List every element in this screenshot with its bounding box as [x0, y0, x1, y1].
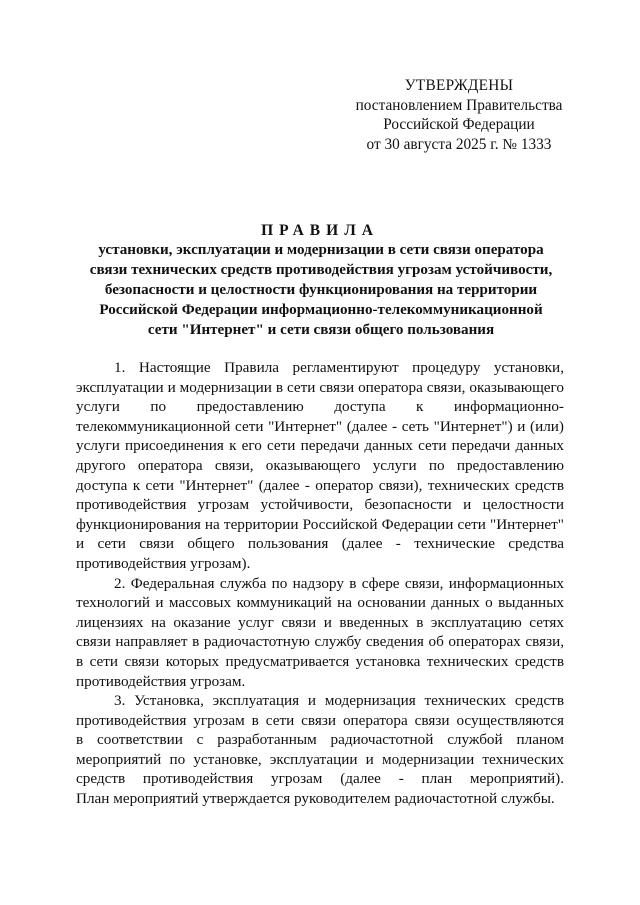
paragraph-line: в соответствии с разработанным радиочастотной службой планом	[76, 731, 564, 749]
approval-line-3: от 30 августа 2025 г. № 1333	[366, 135, 552, 153]
paragraph-3	[76, 691, 564, 809]
paragraph-line: противодействия угрозам в сети связи оператора связи осуществляются	[76, 711, 564, 729]
paragraph-line: эксплуатации и модернизации в сети связи оператора связи, оказывающего	[76, 378, 564, 396]
paragraph-line: связи направляет в радиочастотную службу сведения об операторах связи,	[76, 633, 564, 651]
paragraph-line: функционирования на территории Российской Федерации сети "Интернет"	[76, 515, 564, 533]
paragraph-line: технологий и массовых коммуникаций на основании данных о выданных	[76, 594, 564, 612]
paragraph-1	[76, 358, 564, 574]
approval-line-2: Российской Федерации	[383, 116, 535, 134]
paragraph-line: услуги по предоставлению доступа к информационно-	[76, 398, 564, 416]
paragraph-2	[76, 574, 564, 692]
subtitle-line: сети "Интернет" и сети связи общего пользования	[147, 322, 495, 338]
approval-heading: УТВЕРЖДЕНЫ	[404, 77, 514, 94]
approval-line-1: постановлением Правительства	[355, 96, 563, 114]
document-body	[76, 358, 564, 809]
paragraph-line: и сети связи общего пользования (далее - технические средства	[76, 535, 564, 553]
approval-block	[340, 76, 578, 154]
document-subtitle	[80, 240, 562, 340]
paragraph-line: противодействия угрозам.	[76, 672, 246, 690]
paragraph-line: другого оператора связи, оказывающего услуги по предоставлению	[76, 456, 564, 474]
paragraph-line: телекоммуникационной сети "Интернет" (далее - сеть "Интернет") и (или)	[76, 417, 564, 435]
subtitle-line: установки, эксплуатации и модернизации в сети связи оператора	[98, 242, 544, 258]
document-title: ПРАВИЛА	[261, 222, 379, 239]
subtitle-line: безопасности и целостности функционирования на территории	[104, 282, 538, 298]
subtitle-line: связи технических средств противодействия угрозам устойчивости,	[89, 262, 553, 278]
paragraph-line: 3. Установка, эксплуатация и модернизация технических средств	[114, 692, 564, 710]
paragraph-line: мероприятий по установке, эксплуатации и модернизации технических	[76, 750, 564, 768]
paragraph-line: 1. Настоящие Правила регламентируют процедуру установки,	[114, 359, 564, 376]
paragraph-line: противодействия угрозам).	[76, 554, 251, 572]
paragraph-line: в сети связи которых предусматривается установка технических средств	[76, 652, 564, 670]
paragraph-line: План мероприятий утверждается руководителем радиочастотной службы.	[76, 790, 555, 808]
paragraph-line: средств противодействия угрозам (далее - план мероприятий).	[76, 770, 564, 788]
paragraph-line: лицензиях на оказание услуг связи и введенных в эксплуатацию сетях	[76, 613, 564, 631]
paragraph-line: услуги присоединения к его сети передачи данных сети передачи данных	[76, 437, 564, 455]
paragraph-line: доступа к сети "Интернет" (далее - оператор связи), технических средств	[76, 476, 564, 494]
paragraph-line: противодействия угрозам устойчивости, безопасности и целостности	[76, 496, 564, 514]
subtitle-line: Российской Федерации информационно-телекоммуникационной	[99, 302, 543, 318]
paragraph-line: 2. Федеральная служба по надзору в сфере связи, информационных	[114, 574, 564, 592]
